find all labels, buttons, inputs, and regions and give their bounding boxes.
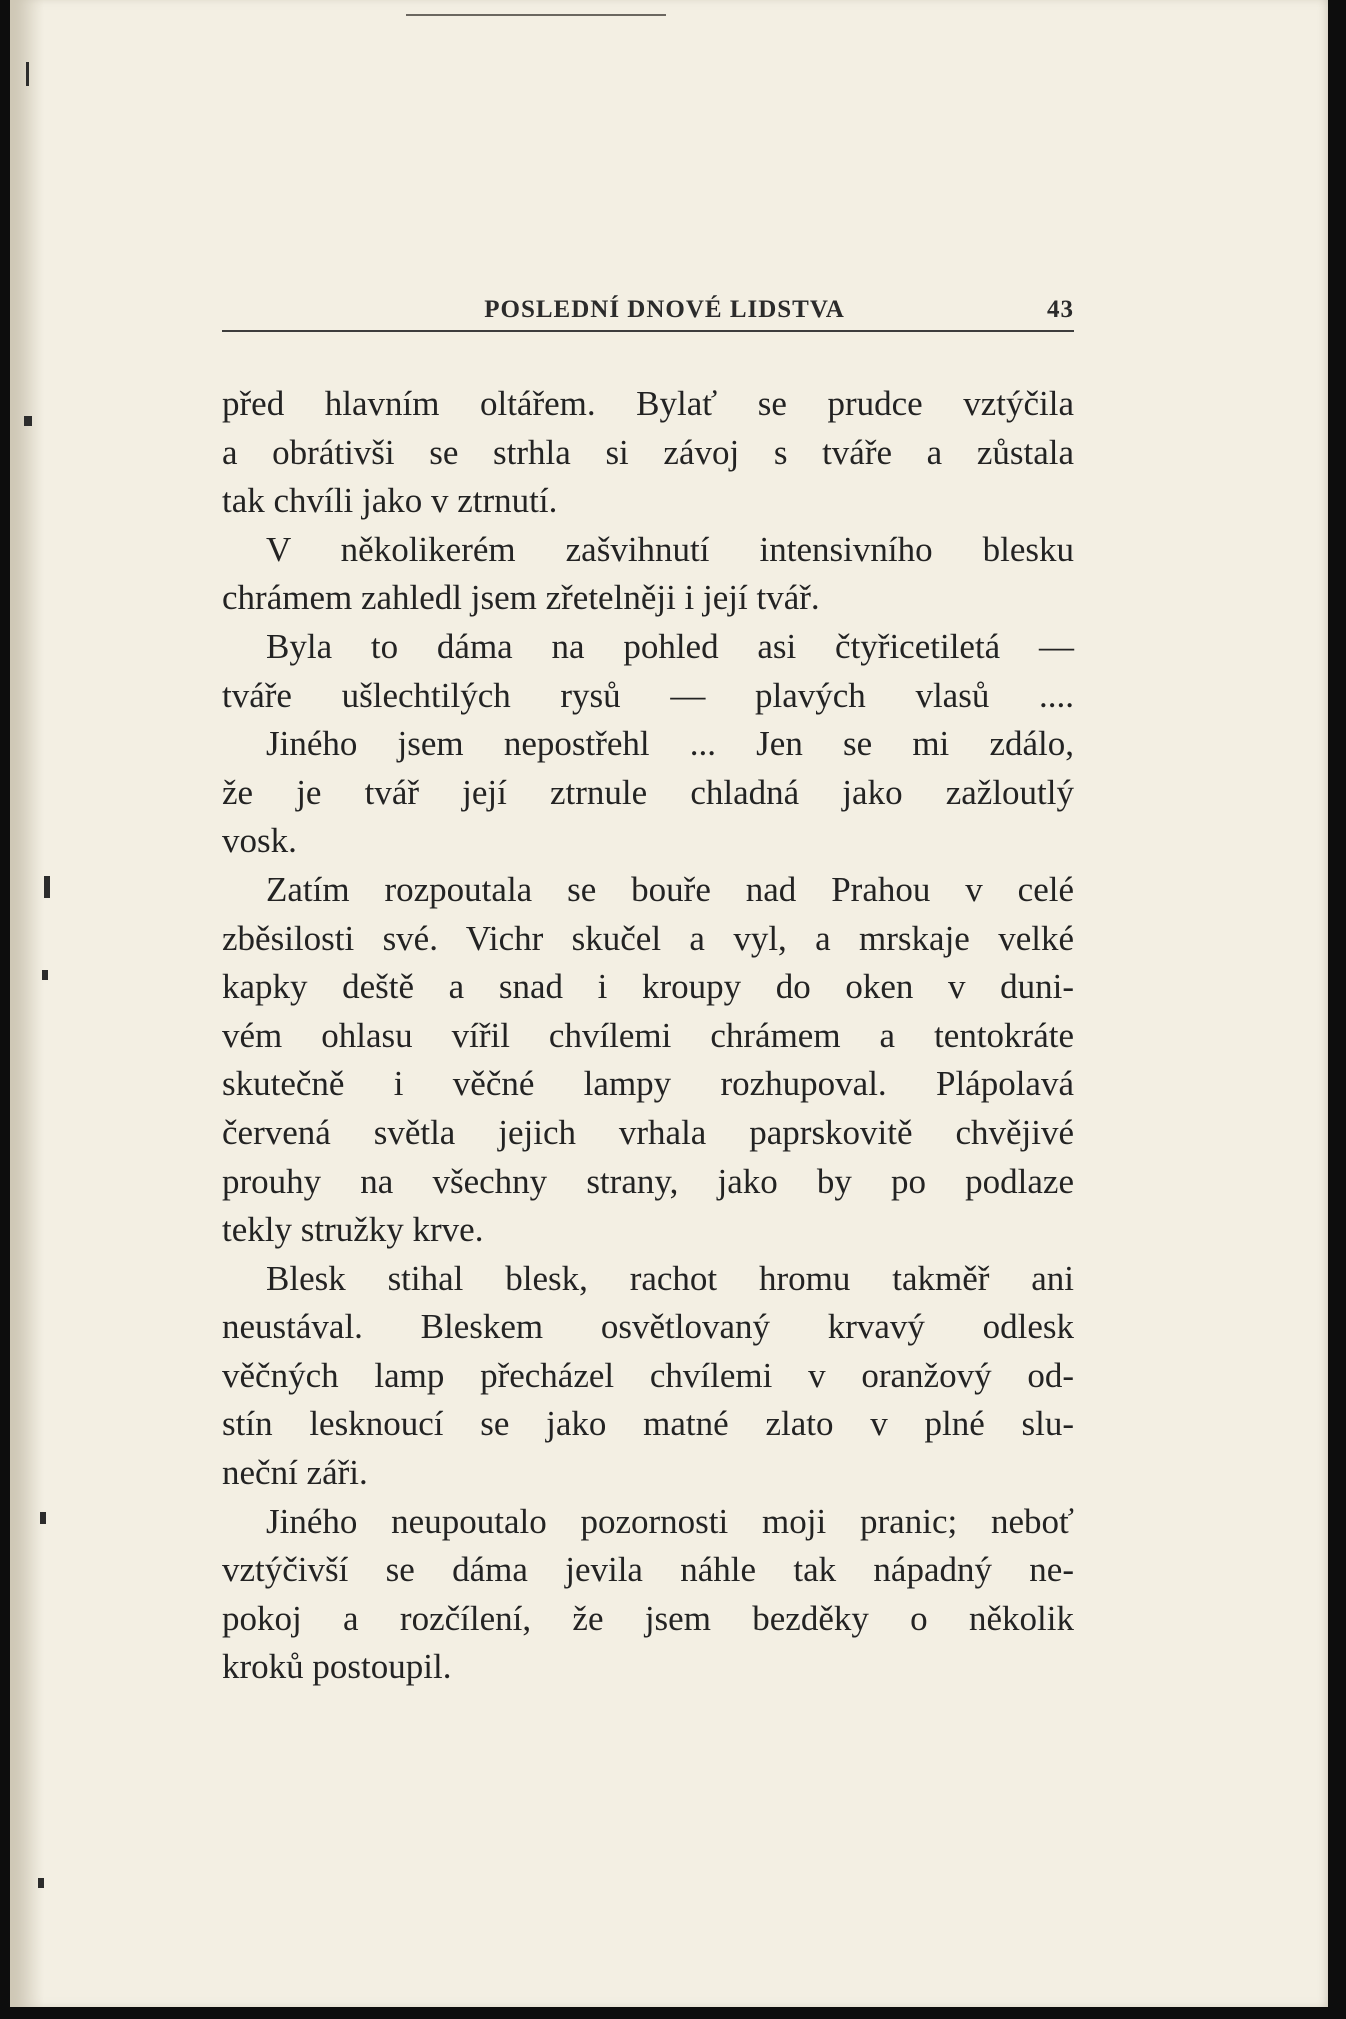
text-line: tváře ušlechtilých rysů — plavých vlasů .... bbox=[222, 675, 1074, 715]
text-line: Zatím rozpoutala se bouře nad Prahou v celé bbox=[266, 869, 1074, 909]
text-line: vztýčivší se dáma jevila náhle tak nápadný ne- bbox=[222, 1550, 1074, 1590]
text-line: V několikerém zašvihnutí intensivního blesku bbox=[266, 529, 1074, 569]
body-text bbox=[222, 380, 1074, 1692]
text-line: Blesk stihal blesk, rachot hromu takměř ani bbox=[266, 1258, 1074, 1298]
text-line: tekly stružky krve. bbox=[222, 1210, 484, 1250]
text-line: neční záři. bbox=[222, 1453, 368, 1493]
margin-mark bbox=[44, 876, 50, 898]
text-line: tak chvíli jako v ztrnutí. bbox=[222, 481, 558, 521]
header-rule bbox=[222, 330, 1074, 332]
text-line: Jiného jsem nepostřehl ... Jen se mi zdálo, bbox=[266, 724, 1074, 764]
text-line: věčných lamp přecházel chvílemi v oranžový od- bbox=[222, 1355, 1074, 1395]
text-line: chrámem zahledl jsem zřetelněji i její tvář. bbox=[222, 578, 820, 618]
text-line: vosk. bbox=[222, 821, 297, 861]
text-line: neustával. Bleskem osvětlovaný krvavý odlesk bbox=[222, 1307, 1074, 1347]
page-number: 43 bbox=[1046, 296, 1074, 323]
page-gutter-shadow bbox=[10, 0, 44, 2007]
text-line: před hlavním oltářem. Bylať se prudce vztýčila bbox=[222, 384, 1074, 423]
margin-mark bbox=[42, 970, 48, 980]
text-line: vém ohlasu vířil chvílemi chrámem a tentokráte bbox=[222, 1015, 1074, 1055]
margin-mark bbox=[24, 416, 32, 426]
margin-mark bbox=[26, 62, 29, 86]
text-line: pokoj a rozčílení, že jsem bezděky o několik bbox=[222, 1598, 1074, 1638]
text-line: skutečně i věčné lampy rozhupoval. Plápolavá bbox=[222, 1064, 1074, 1104]
text-line: červená světla jejich vrhala paprskovitě chvějivé bbox=[222, 1112, 1074, 1152]
running-header bbox=[222, 288, 1074, 324]
text-line: a obrátivši se strhla si závoj s tváře a zůstala bbox=[222, 432, 1074, 472]
margin-mark bbox=[40, 1512, 46, 1524]
text-line: kroků postoupil. bbox=[222, 1647, 452, 1687]
text-line: kapky deště a snad i kroupy do oken v duni- bbox=[222, 967, 1074, 1007]
text-line: prouhy na všechny strany, jako by po podlaze bbox=[222, 1161, 1074, 1201]
text-line: že je tvář její ztrnule chladná jako zažloutlý bbox=[222, 772, 1074, 812]
text-line: stín lesknoucí se jako matné zlato v plné slu- bbox=[222, 1404, 1074, 1444]
text-line: Byla to dáma na pohled asi čtyřicetiletá — bbox=[266, 626, 1074, 666]
running-title: POSLEDNÍ DNOVÉ LIDSTVA bbox=[484, 296, 845, 323]
margin-mark bbox=[38, 1878, 44, 1888]
book-page bbox=[10, 0, 1328, 2007]
top-edge-rule bbox=[406, 14, 666, 16]
text-line: zběsilosti své. Vichr skučel a vyl, a mrskaje velké bbox=[222, 918, 1074, 958]
text-line: Jiného neupoutalo pozornosti moji pranic; neboť bbox=[266, 1501, 1074, 1541]
